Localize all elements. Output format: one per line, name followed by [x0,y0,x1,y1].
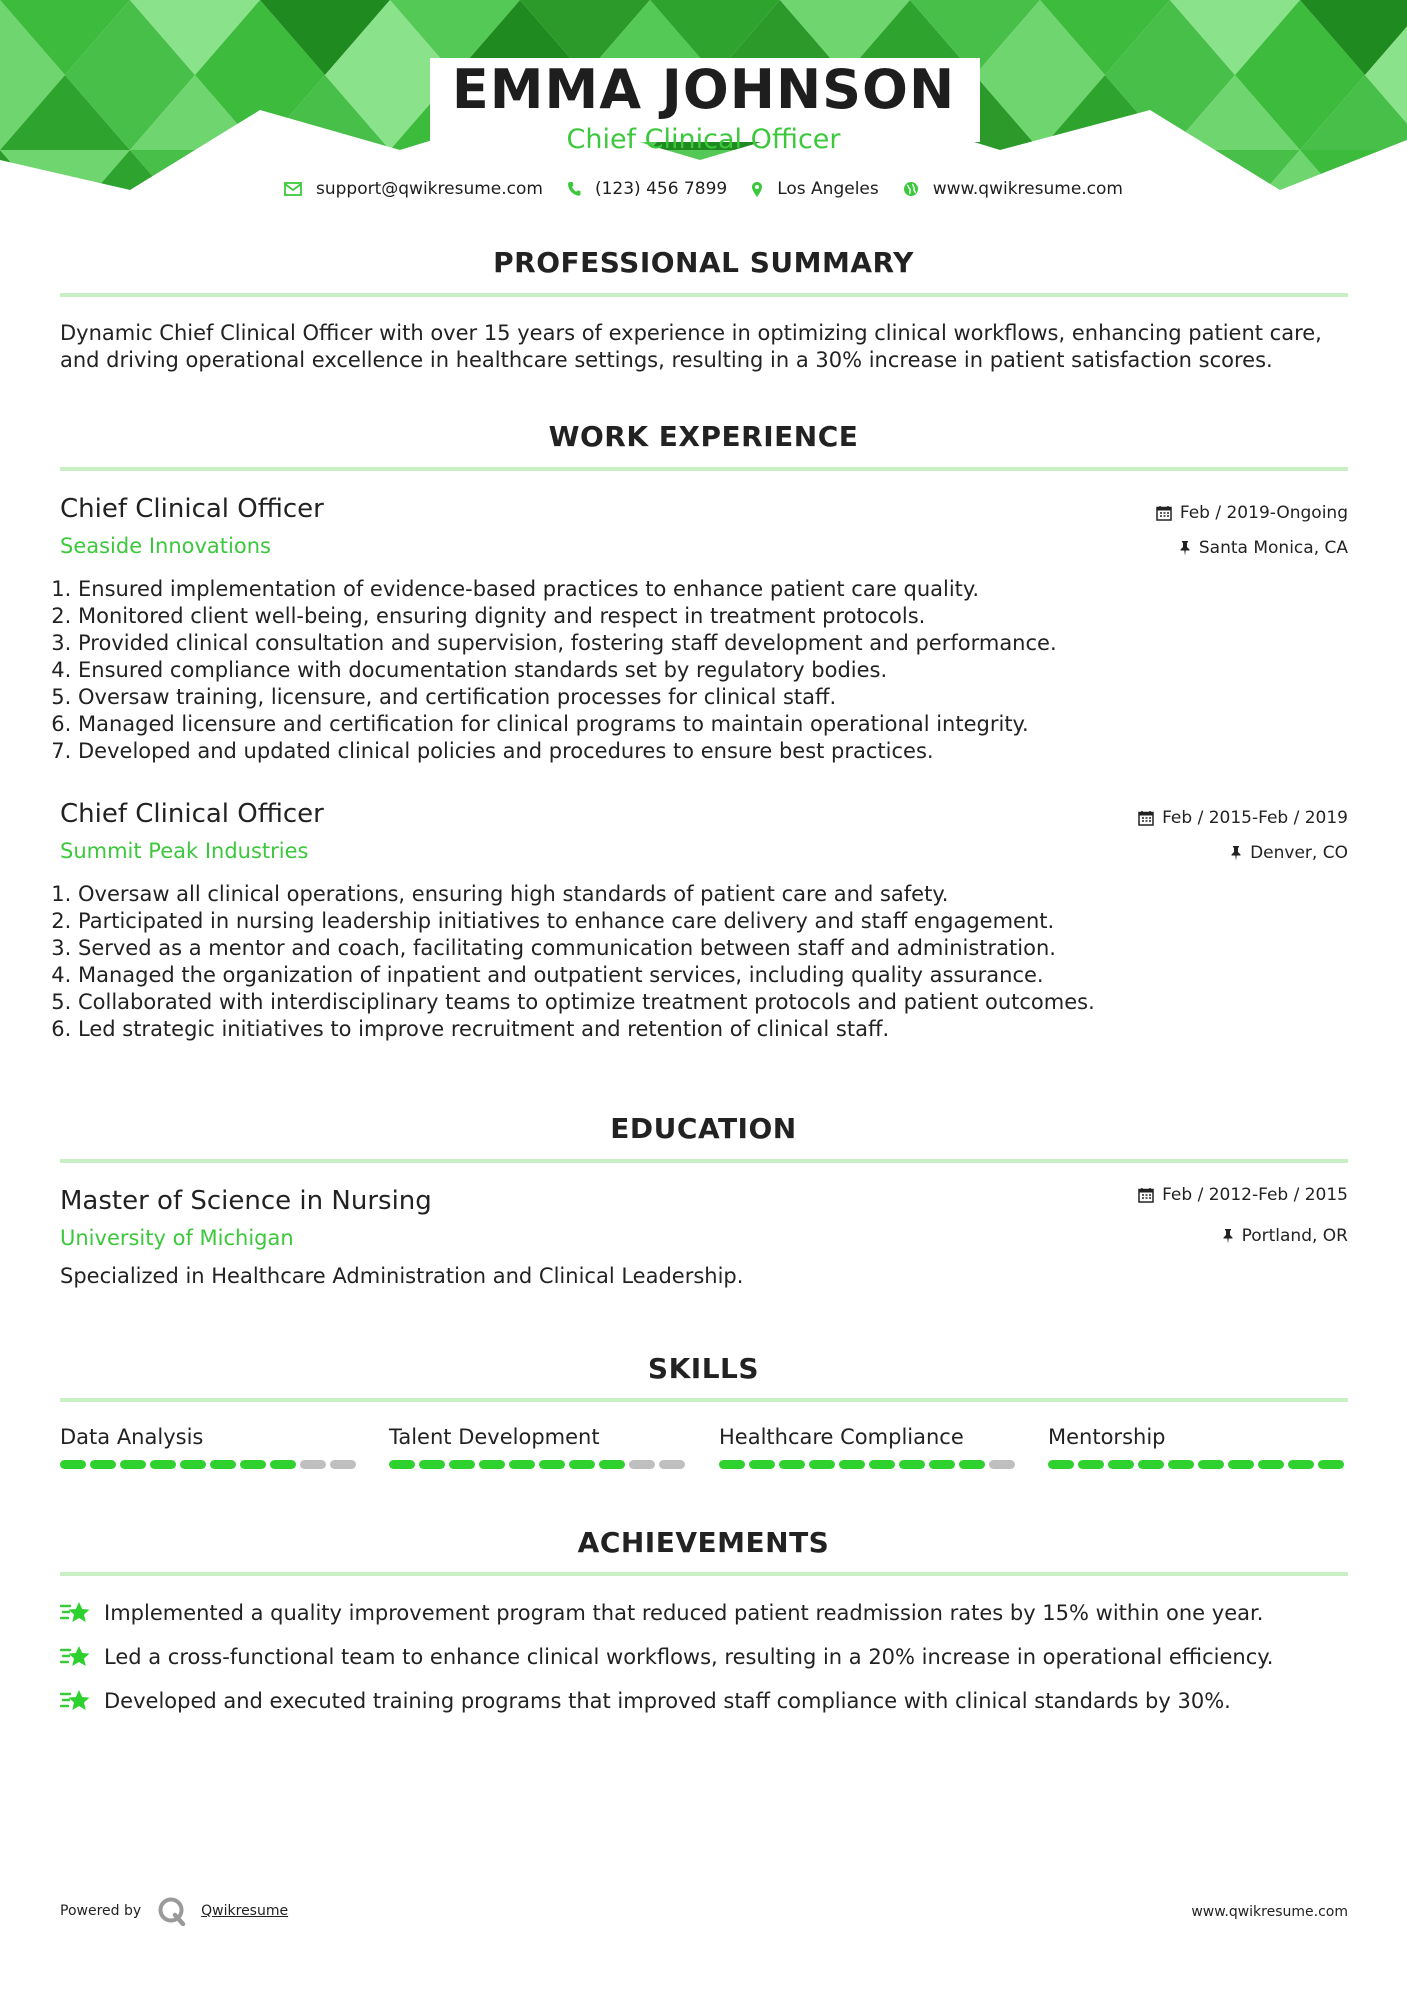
skill-dash-filled [60,1460,86,1469]
list-item: 2. Participated in nursing leadership initiatives to enhance care delivery and staff engagement. [78,908,1378,935]
job-1-bullets [52,576,1378,765]
skill-label: Healthcare Compliance [719,1425,964,1449]
skill-dash-empty [629,1460,655,1469]
education-heading: EDUCATION [610,1112,797,1145]
skill-dash-filled [1288,1460,1314,1469]
skill-dash-filled [180,1460,206,1469]
list-item: 2. Monitored client well-being, ensuring dignity and respect in treatment protocols. [78,603,1378,630]
achievements-heading: ACHIEVEMENTS [577,1526,830,1559]
skill-dash-filled [509,1460,535,1469]
skill-dash-empty [659,1460,685,1469]
skill-talent-development [389,1422,689,1469]
achievement-item [60,1598,1263,1628]
shooting-star-icon [60,1644,92,1670]
pushpin-icon [1179,540,1191,556]
contact-website-text: www.qwikresume.com [932,179,1123,199]
summary-heading: PROFESSIONAL SUMMARY [493,246,914,279]
calendar-icon [1156,505,1172,521]
skill-data-analysis [60,1422,360,1469]
envelope-icon [284,182,302,196]
skill-dash-filled [389,1460,415,1469]
contact-location-text: Los Angeles [777,179,879,199]
skill-dash-filled [599,1460,625,1469]
education-school: University of Michigan [60,1226,294,1250]
experience-divider [60,467,1348,471]
calendar-icon [1138,810,1154,826]
skill-rating-bar [1048,1460,1348,1469]
contact-location [751,176,879,202]
achievements-divider [60,1572,1348,1576]
education-dates-text: Feb / 2012-Feb / 2015 [1162,1185,1348,1205]
skill-dash-filled [419,1460,445,1469]
skill-label: Talent Development [389,1425,600,1449]
job-2-dates [1138,805,1348,831]
skill-dash-filled [1108,1460,1134,1469]
skill-dash-filled [719,1460,745,1469]
skill-dash-filled [1198,1460,1224,1469]
shooting-star-icon [60,1688,92,1714]
summary-line-1: Dynamic Chief Clinical Officer with over 15 years of experience in optimizing clinical workflows, enhancing patient care, [60,321,1322,345]
education-location [1222,1223,1348,1249]
skill-dash-empty [989,1460,1015,1469]
skill-dash-filled [779,1460,805,1469]
skill-dash-filled [749,1460,775,1469]
list-item: 3. Provided clinical consultation and supervision, fostering staff development and performance. [78,630,1378,657]
contact-website[interactable] [903,176,1123,202]
skill-dash-filled [240,1460,266,1469]
list-item: 6. Managed licensure and certification for clinical programs to maintain operational integrity. [78,711,1378,738]
skill-dash-filled [869,1460,895,1469]
summary-divider [60,293,1348,297]
experience-heading: WORK EXPERIENCE [548,420,859,453]
candidate-name: EMMA JOHNSON [451,58,956,121]
job-1-dates [1156,500,1348,526]
skill-label: Data Analysis [60,1425,204,1449]
list-item: 4. Managed the organization of inpatient and outpatient services, including quality assurance. [78,962,1378,989]
education-location-text: Portland, OR [1241,1226,1348,1246]
education-degree: Master of Science in Nursing [60,1186,432,1216]
job-1-location [1179,535,1348,561]
qwikresume-logo-icon [157,1896,187,1926]
education-dates [1138,1182,1348,1208]
contact-bar [0,176,1407,202]
job-2-title: Chief Clinical Officer [60,799,324,829]
skill-dash-empty [330,1460,356,1469]
job-1-title: Chief Clinical Officer [60,494,324,524]
skill-dash-filled [569,1460,595,1469]
list-item: 5. Oversaw training, licensure, and certification processes for clinical staff. [78,684,1378,711]
list-item: 6. Led strategic initiatives to improve recruitment and retention of clinical staff. [78,1016,1378,1043]
skill-dash-filled [1078,1460,1104,1469]
skill-label: Mentorship [1048,1425,1166,1449]
skill-dash-empty [300,1460,326,1469]
qwikresume-link[interactable]: Qwikresume [201,1903,289,1919]
job-2-company: Summit Peak Industries [60,839,309,863]
skill-rating-bar [719,1460,1019,1469]
job-2-location-text: Denver, CO [1250,843,1348,863]
achievement-text: Led a cross-functional team to enhance clinical workflows, resulting in a 20% increase in operational efficiency. [104,1645,1274,1669]
summary-line-2: and driving operational excellence in healthcare settings, resulting in a 30% increase in patient satisfaction scores. [60,348,1273,372]
skill-dash-filled [1258,1460,1284,1469]
pushpin-icon [1230,845,1242,861]
list-item: 1. Oversaw all clinical operations, ensuring high standards of patient care and safety. [78,881,1378,908]
skill-dash-filled [929,1460,955,1469]
list-item: 7. Developed and updated clinical policies and procedures to ensure best practices. [78,738,1378,765]
skill-dash-filled [1228,1460,1254,1469]
achievement-text: Implemented a quality improvement program that reduced patient readmission rates by 15% within one year. [104,1601,1264,1625]
globe-icon [903,181,919,197]
job-2-location [1230,840,1348,866]
skill-dash-filled [120,1460,146,1469]
contact-email-text: support@qwikresume.com [316,179,543,199]
footer-powered-by [60,1896,288,1926]
list-item: 5. Collaborated with interdisciplinary teams to optimize treatment protocols and patient outcomes. [78,989,1378,1016]
skills-divider [60,1398,1348,1402]
education-description: Specialized in Healthcare Administration and Clinical Leadership. [60,1264,744,1288]
achievement-item [60,1686,1231,1716]
contact-phone-text: (123) 456 7899 [594,179,728,199]
achievement-item [60,1642,1273,1672]
skill-dash-filled [1048,1460,1074,1469]
list-item: 4. Ensured compliance with documentation standards set by regulatory bodies. [78,657,1378,684]
job-1-location-text: Santa Monica, CA [1198,538,1348,558]
skill-dash-filled [839,1460,865,1469]
powered-by-label: Powered by [60,1903,142,1919]
skill-dash-filled [899,1460,925,1469]
skill-dash-filled [1318,1460,1344,1469]
job-1-company: Seaside Innovations [60,534,271,558]
contact-email[interactable] [284,176,543,202]
list-item: 1. Ensured implementation of evidence-based practices to enhance patient care quality. [78,576,1378,603]
contact-phone[interactable] [567,176,727,202]
candidate-title: Chief Clinical Officer [566,124,841,155]
skill-dash-filled [809,1460,835,1469]
list-item: 3. Served as a mentor and coach, facilitating communication between staff and administration. [78,935,1378,962]
skill-dash-filled [150,1460,176,1469]
shooting-star-icon [60,1600,92,1626]
skill-dash-filled [1168,1460,1194,1469]
skill-dash-filled [210,1460,236,1469]
summary-text [60,320,1350,374]
skill-dash-filled [539,1460,565,1469]
achievement-text: Developed and executed training programs that improved staff compliance with clinical standards by 30%. [104,1689,1231,1713]
pushpin-icon [1222,1228,1234,1244]
calendar-icon [1138,1187,1154,1203]
skill-mentorship [1048,1422,1348,1469]
job-2-bullets [52,881,1378,1043]
footer-website[interactable]: www.qwikresume.com [1191,1904,1348,1920]
job-1-dates-text: Feb / 2019-Ongoing [1179,503,1348,523]
skill-dash-filled [1138,1460,1164,1469]
skill-dash-filled [479,1460,505,1469]
skill-dash-filled [270,1460,296,1469]
education-divider [60,1159,1348,1163]
skill-healthcare-compliance [719,1422,1019,1469]
phone-icon [567,181,581,197]
skill-rating-bar [389,1460,689,1469]
skill-dash-filled [90,1460,116,1469]
skill-dash-filled [959,1460,985,1469]
skills-heading: SKILLS [647,1352,760,1385]
skill-rating-bar [60,1460,360,1469]
map-pin-icon [751,181,763,198]
skill-dash-filled [449,1460,475,1469]
job-2-dates-text: Feb / 2015-Feb / 2019 [1162,808,1348,828]
